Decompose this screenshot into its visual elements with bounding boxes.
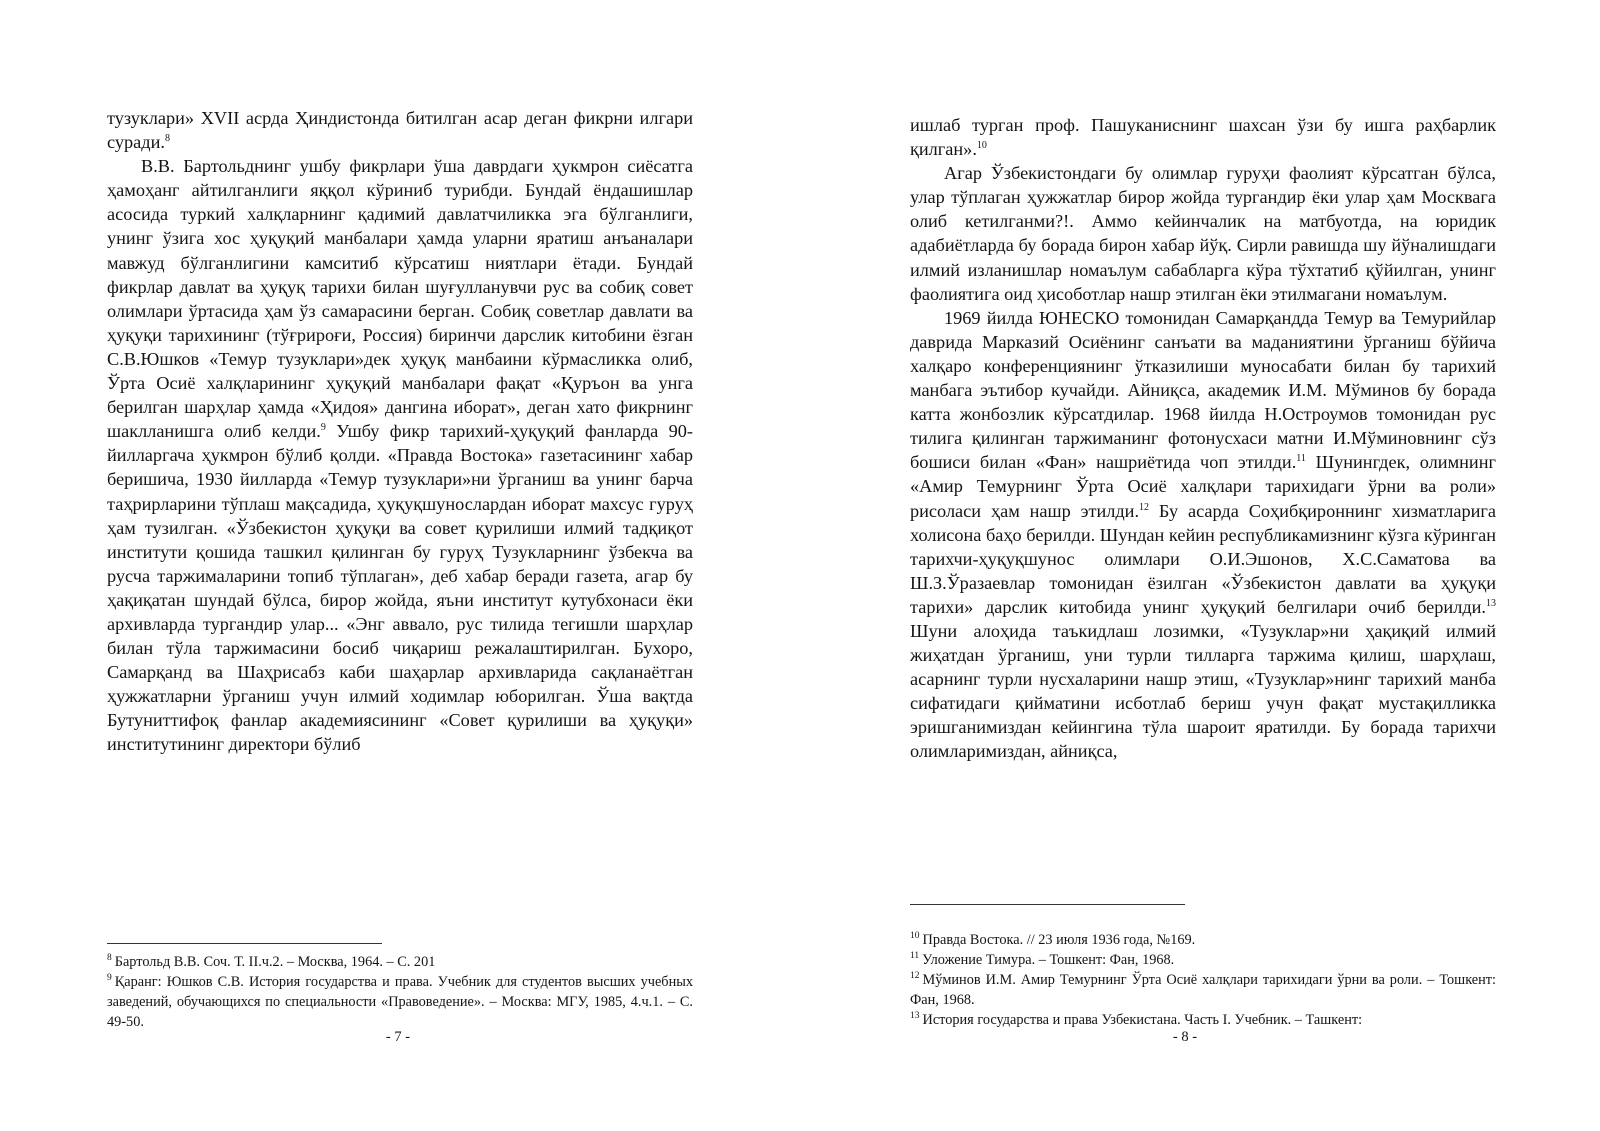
paragraph-text-cont: Ушбу фикр тарихий-ҳуқуқий фанларда 90-йилларгача ҳукмрон бўлиб қолди. «Правда Востока» газетасининг хабар беришича, 1930 йилларда «Темур тузуклари»ни ўрганиш ва унинг барча таҳрирларини тўплаш мақсадида, ҳуқуқшунослардан иборат махсус гуруҳ ҳам тузилган. «Ўзбекистон ҳуқуқи ва совет қурилиши илмий тадқиқот институти қошида ташкил қилинган бу гуруҳ Тузукларнинг ўзбекча ва русча таржималарини топиб тўплаган», деб хабар беради газета, агар бу ҳақиқатан шундай бўлса, бирор жойда, яъни институт кутубхонаси ёки архивларда тургандир улар... «Энг аввало, рус тилида тегишли шарҳлар билан тўла таржимасини босиб чиқариш режалаштирилган. Бухоро, Самарқанд ва Шаҳрисабз каби шаҳарлар архивларида сақланаётган ҳужжатларни ўрганиш учун илмий ходимлар юборилган. Ўша вақтда Бутуниттифоқ фанлар академиясининг «Совет қурилиши ва ҳуқуқи» институтининг директори бўлиб xyxy=(107,421,693,755)
footnote-ref: 13 xyxy=(1486,597,1496,609)
page-number: - 7 - xyxy=(385,1029,411,1045)
paragraph-text: Агар Ўзбекистондаги бу олимлар гуруҳи фаолият кўрсатган бўлса, улар тўплаган ҳужжатлар бирор жойда тургандир ёки улар ҳам Москвага олиб кетилганми?!. Аммо кейинчалик на матбуотда, на юридик адабиётларда бу борада бирон хабар йўқ. Сирли равишда шу йўналишдаги илмий изланишлар номаълум сабабларга кўра тўхтатиб қўйилган, унинг фаолиятига оид ҳисоботлар нашр этилган ёки этилмагани номаълум. xyxy=(910,163,1496,304)
footnote-separator xyxy=(910,904,1185,905)
footnote-text: Қаранг: Юшков С.В. История государства и права. Учебник для студентов высших учебных заведений, обучающихся по специальности «Правоведение». – Москва: МГУ, 1985, 4.ч.1. – С. 49-50. xyxy=(107,974,693,1030)
footnote xyxy=(910,1010,1496,1030)
footnote-ref: 12 xyxy=(1139,501,1150,513)
footnote-number: 10 xyxy=(910,931,920,942)
page-number: - 8 - xyxy=(1172,1029,1198,1045)
footnote xyxy=(910,930,1496,950)
paragraph-text-cont: Шуни алоҳида таъкидлаш лозимки, «Тузуклар»ни ҳақиқий илмий жиҳатдан ўрганиш, уни турли тилларга таржима қилиш, шарҳлаш, асарнинг турли нусхаларини нашр этиш, «Тузуклар»нинг тарихий манба сифатидаги қийматини исботлаб бериш учун фақат мустақилликка эришганимиздан кейингина тўла шароит яратилди. Бу борада тарихчи олимларимиздан, айниқса, xyxy=(910,620,1496,762)
paragraph-text-cont: Бу асарда Соҳибқироннинг хизматларига холисона баҳо берилди. Шундан кейин республикамизнинг кўзга кўринган тарихчи-ҳуқуқшунос олимлари О.И.Эшонов, Х.С.Саматова ва Ш.З.Ўразаевлар томонидан ёзилган «Ўзбекистон давлати ва ҳуқуқи тарихи» дарслик китобида унинг ҳуқуқий белгилари очиб берилди. xyxy=(910,500,1496,617)
paragraph-text: В.В. Бартольднинг ушбу фикрлари ўша даврдаги ҳукмрон сиёсатга ҳамоҳанг айтилганлиги яққол кўриниб турибди. Бундай ёндашишлар асосида туркий халқларнинг қадимий давлатчиликка эга бўлганлиги, унинг ўзига хос ҳуқуқий манбалари ҳамда уларни яратиш анъаналари мавжуд бўлганлигини камситиб кўрсатиш ниятлари ётади. Бундай фикрлар давлат ва ҳуқуқ тарихи билан шуғулланувчи рус ва собиқ совет олимлари ўртасида ҳам ўз самарасини берган. Собиқ советлар давлати ва ҳуқуқи тарихининг (тўғрироғи, Россия) биринчи дарслик китобини ёзган С.В.Юшков «Темур тузуклари»дек ҳуқуқ манбаини кўрмасликка олиб, Ўрта Осиё халқларининг ҳуқуқий манбалари фақат «Қуръон ва унга берилган шарҳлар ҳамда «Ҳидоя» дангина иборат», деган хато фикрнинг шаклланишга олиб келди. xyxy=(107,156,693,442)
paragraph xyxy=(910,161,1496,306)
paragraph-text: 1969 йилда ЮНЕСКО томонидан Самарқандда Темур ва Темурийлар даврида Марказий Осиёнинг санъати ва маданиятини ўрганиш бўйича халқаро конференциянинг ўтказилиши муносабати билан бу тарихий манбага эътибор кучайди. Айниқса, академик И.М. Мўминов бу борада катта жонбозлик кўрсатдилар. 1968 йилда Н.Остроумов томонидан рус тилига қилинган таржиманинг фотонусхаси матни И.Мўминовнинг сўз бошиси билан «Фан» нашриётида чоп этилди. xyxy=(910,307,1496,473)
footnote-text: Бартольд В.В. Соч. Т. II.ч.2. – Москва, 1964. – С. 201 xyxy=(114,954,436,970)
footnote-ref: 9 xyxy=(320,422,326,434)
footnote xyxy=(910,970,1496,1010)
paragraph xyxy=(107,106,693,154)
paragraph xyxy=(107,154,693,756)
footnote xyxy=(107,952,693,972)
footnote-number: 12 xyxy=(910,971,920,982)
paragraph xyxy=(910,306,1496,764)
footnote-number: 8 xyxy=(107,953,112,964)
right-page xyxy=(800,0,1600,1131)
left-page-body xyxy=(107,106,693,757)
footnote-separator xyxy=(107,943,382,944)
footnotes xyxy=(107,952,693,1032)
footnote-text: Правда Востока. // 23 июля 1936 года, №169. xyxy=(922,932,1196,948)
footnote xyxy=(910,950,1496,970)
paragraph-text-cont: Шунингдек, олимнинг «Амир Темурнинг Ўрта Осиё халқлари тарихидаги ўрни ва роли» рисоласи ҳам нашр этилди. xyxy=(910,452,1496,521)
footnote-number: 9 xyxy=(107,973,112,984)
footnote-ref: 10 xyxy=(976,140,987,151)
footnote-ref: 11 xyxy=(1296,453,1306,465)
footnote-number: 13 xyxy=(910,1011,920,1022)
footnotes xyxy=(910,930,1496,1030)
right-page-body xyxy=(910,113,1496,764)
footnote-number: 11 xyxy=(910,951,920,962)
paragraph-text: тузуклари» XVII асрда Ҳиндистонда битилган асар деган фикрни илгари суради. xyxy=(107,108,693,153)
paragraph-text: ишлаб турган проф. Пашуканиснинг шахсан ўзи бу ишга раҳбарлик қилган». xyxy=(910,115,1496,160)
footnote-text: Уложение Тимура. – Тошкент: Фан, 1968. xyxy=(922,952,1175,968)
paragraph xyxy=(910,113,1496,161)
footnote-text: История государства и права Узбекистана. Часть I. Учебник. – Ташкент: xyxy=(922,1012,1363,1028)
footnote-text: Мўминов И.М. Амир Темурнинг Ўрта Осиё халқлари тарихидаги ўрни ва роли. – Тошкент: Фан, 1968. xyxy=(910,972,1496,1008)
footnote xyxy=(107,972,693,1032)
footnote-ref: 8 xyxy=(164,133,170,144)
